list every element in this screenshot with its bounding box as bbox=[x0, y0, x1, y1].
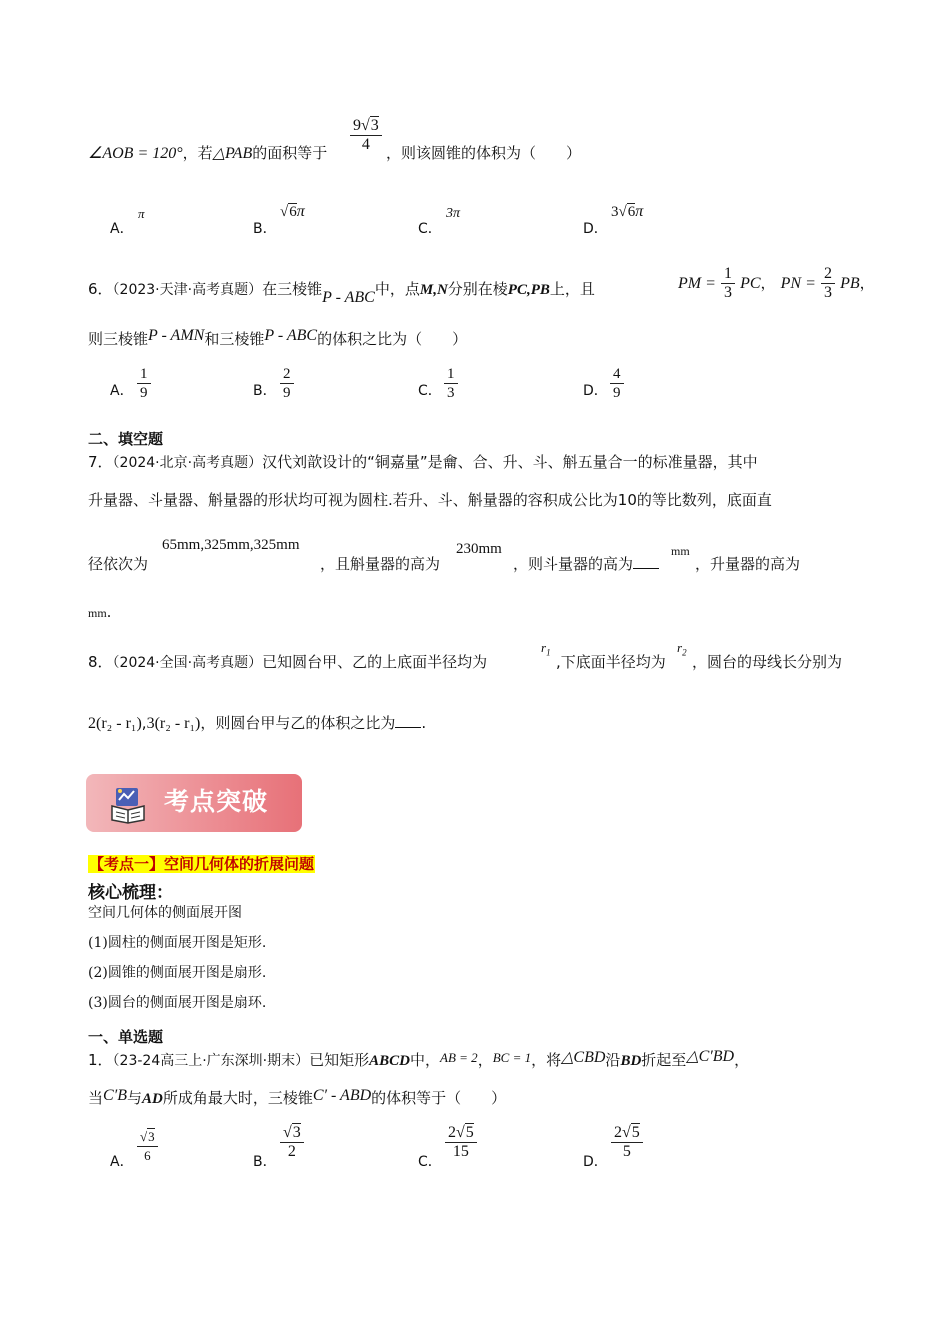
point1-heading: 核心梳理： bbox=[88, 883, 173, 903]
q8-line1: 8．（2024·全国·高考真题）已知圆台甲、乙的上底面半径均为 bbox=[88, 653, 488, 671]
q5-stem-end: ，则该圆锥的体积为（ ） bbox=[386, 144, 582, 162]
q5-option-a[interactable]: A． bbox=[110, 221, 134, 237]
q8-r2: $r_2$ bbox=[677, 640, 687, 658]
q6-pm-expression: PM = $\frac{1}{3}$ PC， PN = $\frac{2}{3}$ PB， bbox=[678, 265, 875, 301]
q6-option-c-value: $\frac{1}{3}$ bbox=[444, 365, 458, 402]
q6-option-d[interactable]: D． bbox=[583, 383, 608, 399]
q5-option-b[interactable]: B． bbox=[253, 221, 277, 237]
q7-line3c: ，则斗量器的高为 bbox=[513, 554, 659, 574]
q8-r1: $r_1$ bbox=[541, 640, 551, 658]
q1-option-d[interactable]: D． bbox=[583, 1154, 608, 1170]
q8-text3: ，圆台的母线长分别为 bbox=[692, 653, 843, 671]
point1-item-2: (2)圆锥的侧面展开图是扇形. bbox=[88, 965, 267, 981]
q6-option-d-value: $\frac{4}{9}$ bbox=[610, 365, 624, 402]
section-single-choice: 一、单选题 bbox=[88, 1028, 164, 1046]
q8-text2: ,下底面半径均为 bbox=[556, 653, 666, 671]
book-icon bbox=[108, 784, 148, 824]
q1-option-d-value: $\frac{2√5}{5}$ bbox=[611, 1124, 643, 1161]
q1-line1: 1．（23-24高三上·广东深圳·期末）已知矩形ABCD中，AB = 2，BC = 1，将△CBD沿BD折起至△C′BD， bbox=[88, 1048, 750, 1069]
section-fill-in: 二、填空题 bbox=[88, 430, 164, 448]
q6-line1: 6．（2023·天津·高考真题）在三棱锥P - ABC中，点M,N分别在棱PC,PB上，且 bbox=[88, 280, 595, 306]
q1-line2: 当C′B与AD所成角最大时，三棱锥C′ - ABD的体积等于（ ） bbox=[88, 1087, 507, 1107]
q8-expression-2: 3(r₂ - r₁) bbox=[146, 715, 201, 732]
q6-option-c[interactable]: C． bbox=[418, 383, 442, 399]
q7-line3b: ，且斛量器的高为 bbox=[320, 555, 441, 573]
q1-option-b[interactable]: B． bbox=[253, 1154, 277, 1170]
q7-unit-1: mm bbox=[671, 544, 690, 558]
q6-option-a[interactable]: A． bbox=[110, 383, 134, 399]
tetra-p-abc: P - ABC bbox=[322, 289, 375, 306]
point1-item-1: (1)圆柱的侧面展开图是矩形. bbox=[88, 935, 267, 951]
q5-option-c-value: 3π bbox=[446, 206, 461, 221]
q5-option-c[interactable]: C． bbox=[418, 221, 442, 237]
q8-line2: 2(r₂ - r₁),3(r₂ - r₁)，则圆台甲与乙的体积之比为 . bbox=[88, 714, 427, 732]
point1-item-3: (3)圆台的侧面展开图是扇环. bbox=[88, 995, 267, 1011]
q7-diameters: 65mm,325mm,325mm bbox=[162, 537, 300, 553]
triangle-pab: △PAB bbox=[212, 145, 253, 162]
point1-tag: 【考点一】空间几何体的折展问题 bbox=[89, 855, 315, 873]
q7-blank-1[interactable] bbox=[633, 554, 659, 569]
q5-option-d-value: 3√6π bbox=[611, 203, 644, 220]
q1-option-a[interactable]: A． bbox=[110, 1154, 134, 1170]
banner-title: 考点突破 bbox=[164, 787, 269, 816]
tetra-p-amn: P - AMN bbox=[148, 327, 205, 344]
q1-option-b-value: $\frac{√3}{2}$ bbox=[280, 1124, 304, 1161]
q7-line4: mm. bbox=[88, 603, 112, 621]
q7-line3d: ，升量器的高为 bbox=[695, 555, 801, 573]
q5-stem-line: ∠AOB = 120°，若△PAB的面积等于 bbox=[88, 144, 328, 162]
q5-option-a-value: π bbox=[138, 206, 145, 221]
q7-height: 230mm bbox=[456, 541, 502, 557]
q7-line2: 升量器、斗量器、斛量器的形状均可视为圆柱.若升、斗、斛量器的容积成公比为10的等比数列，底面直 bbox=[88, 491, 772, 509]
q7-line1: 7．（2024·北京·高考真题）汉代刘歆设计的“铜嘉量”是龠、合、升、斗、斛五量合一的标准量器，其中 bbox=[88, 453, 758, 471]
q1-option-c-value: $\frac{2√5}{15}$ bbox=[445, 1124, 477, 1161]
q8-blank[interactable] bbox=[395, 713, 421, 728]
q1-option-a-value: $\frac{√3}{6}$ bbox=[137, 1128, 158, 1165]
q1-option-c[interactable]: C． bbox=[418, 1154, 442, 1170]
angle-aob: ∠AOB = 120° bbox=[88, 145, 183, 162]
q6-line2: 则三棱锥P - AMN和三棱锥P - ABC的体积之比为（ ） bbox=[88, 327, 468, 348]
q8-expression-1: 2(r₂ - r₁) bbox=[88, 715, 142, 732]
q5-option-d[interactable]: D． bbox=[583, 221, 608, 237]
q7-line3a: 径依次为 bbox=[88, 555, 149, 573]
q6-option-b-value: $\frac{2}{9}$ bbox=[280, 365, 294, 402]
q6-option-a-value: $\frac{1}{9}$ bbox=[137, 365, 151, 402]
point1-intro: 空间几何体的侧面展开图 bbox=[88, 905, 242, 921]
q5-option-b-value: √6π bbox=[280, 203, 305, 220]
q6-option-b[interactable]: B． bbox=[253, 383, 277, 399]
q5-area-fraction: $\frac{9√3}{4}$ bbox=[350, 117, 382, 154]
